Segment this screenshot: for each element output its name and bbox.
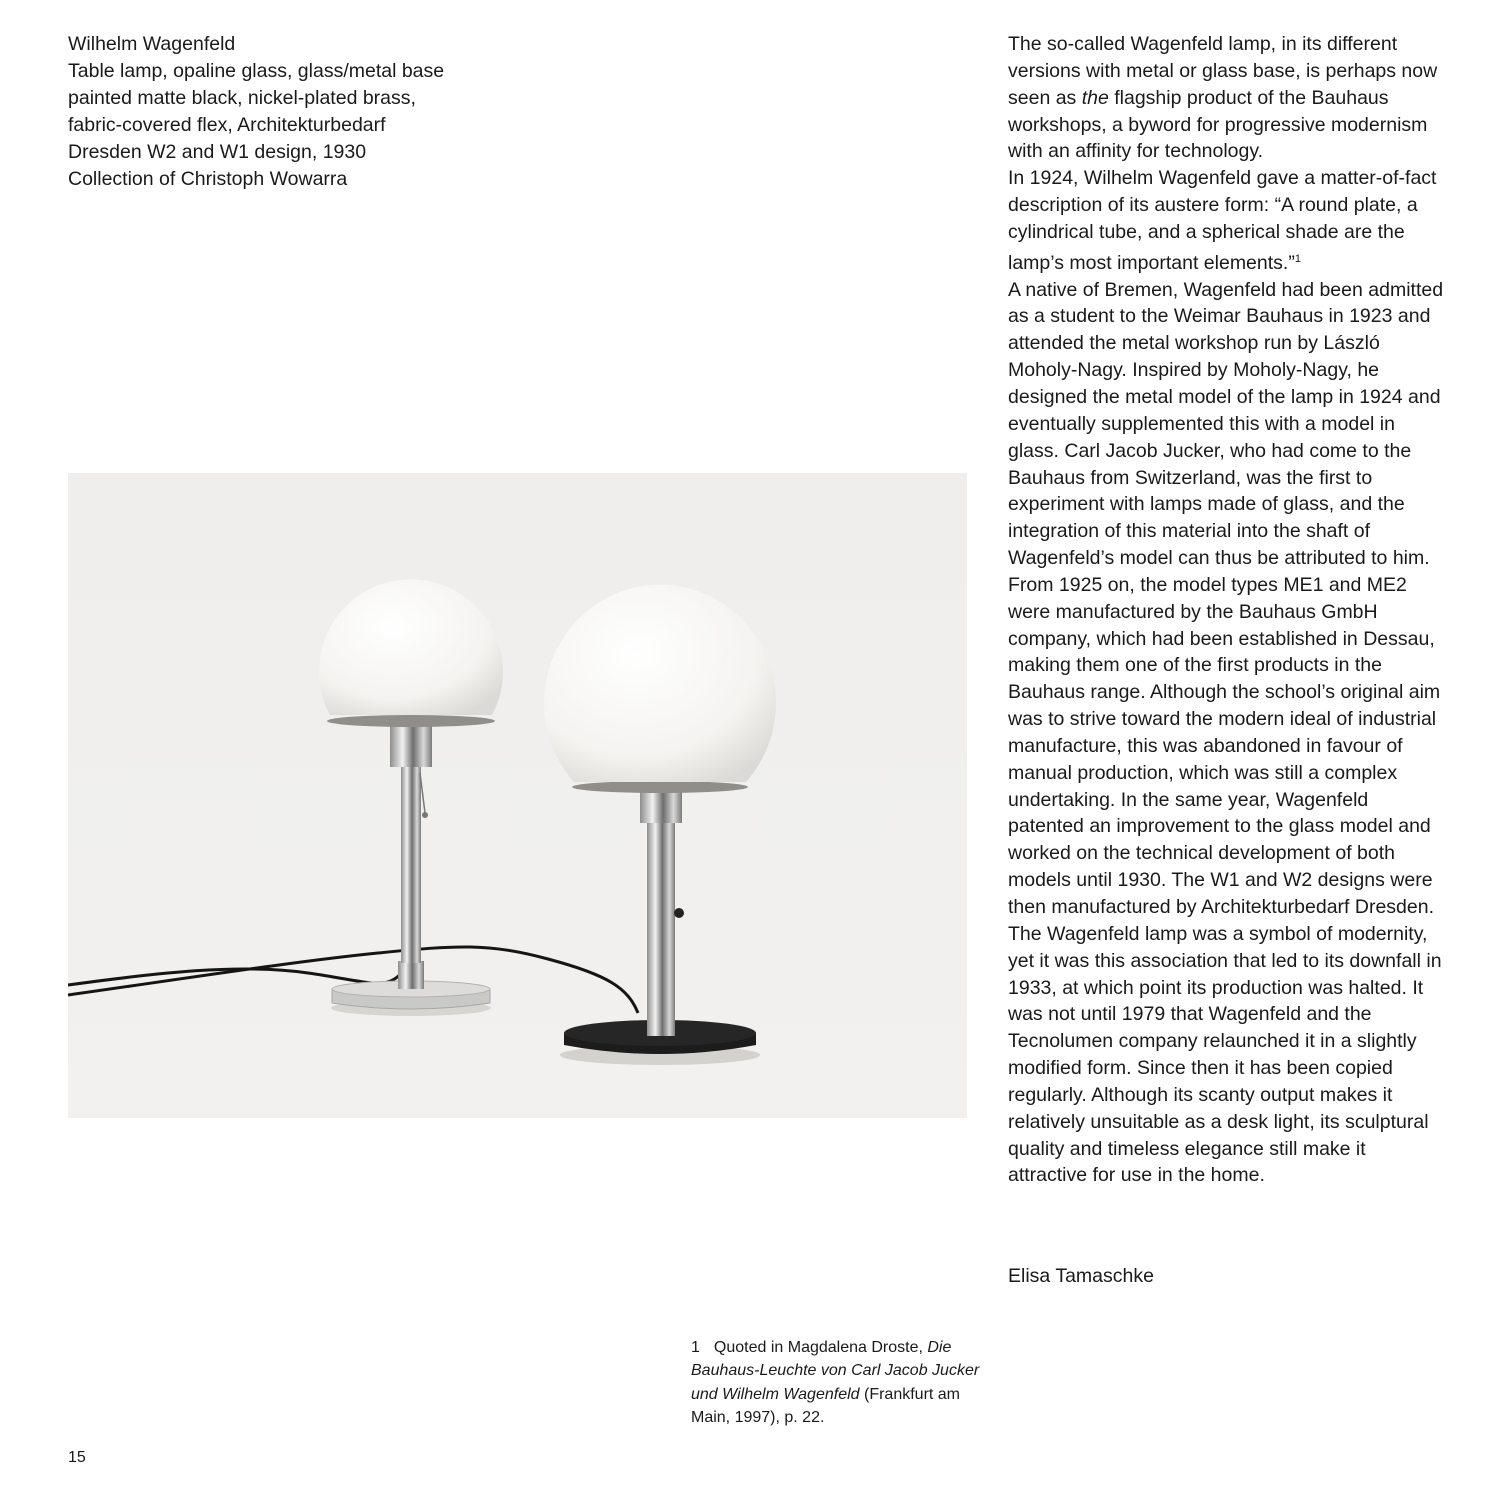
essay-paragraph: From 1925 on, the model types ME1 and ME2 were manufactured by the Bauhaus GmbH company, which had been established in Dessau, making them one of the first products in the Bauhaus range. Although the school’s original aim was to strive toward the modern ideal of industrial manufacture, this was abandoned in favour of manual production, which was still a complex undertaking. In the same year, Wagenfeld patented an improvement to the glass model and worked on the technical development of both models until 1930. The W1 and W2 designs were then manufactured by Architekturbedarf Dresden. xyxy=(1008,573,1441,918)
caption-line: painted matte black, nickel-plated brass, xyxy=(68,87,416,109)
essay-emphasis: the xyxy=(1081,86,1109,109)
lamp-socket xyxy=(640,791,682,823)
essay-text-run: flagship product of the Bauhaus workshops, a byword for progressive modernism with an affinity for technology. xyxy=(1008,86,1428,163)
switch-knob xyxy=(674,908,684,918)
caption-artist: Wilhelm Wagenfeld xyxy=(68,33,236,55)
lamp-photograph xyxy=(68,473,967,1118)
shade-plate xyxy=(327,715,495,727)
essay-text-run: The so-called Wagenfeld lamp, in its different versions with metal or glass base, is perhaps now seen as xyxy=(1008,33,1438,109)
footnote-reference[interactable]: 1 xyxy=(1294,252,1301,265)
essay-paragraph: The Wagenfeld lamp was a symbol of modernity, yet it was this association that led to its downfall in 1933, at which point its production was halted. It was not until 1979 that Wagenfeld and the Tecnolumen company relaunched it in a slightly modified form. Since then it has been copied regularly. Although its scanty output makes it relatively unsuitable as a desk light, its sculptural quality and timeless elegance still make it attractive for use in the home. xyxy=(1008,922,1442,1187)
lamp-shaft xyxy=(401,763,421,963)
essay-author: Elisa Tamaschke xyxy=(1008,1265,1154,1287)
caption-line: Collection of Christoph Wowarra xyxy=(68,168,348,190)
essay-paragraph: A native of Bremen, Wagenfeld had been admitted as a student to the Weimar Bauhaus in 1923 and attended the metal workshop run by László Moholy-Nagy. Inspired by Moholy-Nagy, he designed the metal model of the lamp in 1924 and eventually supplemented this with a model in glass. Carl Jacob Jucker, who had come to the Bauhaus from Switzerland, was the first to experiment with lamps made of glass, and the integration of this material into the shaft of Wagenfeld’s model can thus be attributed to him. xyxy=(1008,278,1444,570)
footnote-text: (Frankfurt am Main, 1997), p. 22. xyxy=(691,1385,961,1427)
essay-text-run: In 1924, Wilhelm Wagenfeld gave a matter-of-fact description of its austere form: “A round plate, a cylindrical tube, and a spherical shade are the lamp’s most important elements.” xyxy=(1008,167,1437,274)
footnote-number: 1 xyxy=(691,1339,700,1356)
lamp-socket xyxy=(390,725,432,767)
essay-text xyxy=(1008,31,1448,1189)
shade-plate xyxy=(572,781,748,793)
footnote-title: Die Bauhaus-Leuchte von Carl Jacob Jucker und Wilhelm Wagenfeld xyxy=(691,1339,980,1403)
essay-paragraph xyxy=(1008,165,1448,276)
caption-line: fabric-covered flex, Architekturbedarf xyxy=(68,114,386,136)
base-collar xyxy=(398,961,424,989)
caption-line: Table lamp, opaline glass, glass/metal base xyxy=(68,60,445,82)
page-number: 15 xyxy=(68,1449,86,1466)
caption-line: Dresden W2 and W1 design, 1930 xyxy=(68,141,367,163)
essay-paragraph xyxy=(1008,31,1448,165)
pull-chain-knob xyxy=(422,812,428,818)
footnote-text: Quoted in Magdalena Droste, xyxy=(713,1339,928,1356)
lamp-shaft xyxy=(647,818,675,1036)
footnote xyxy=(691,1336,991,1430)
photo-background xyxy=(68,473,967,1118)
artwork-caption xyxy=(68,31,528,193)
